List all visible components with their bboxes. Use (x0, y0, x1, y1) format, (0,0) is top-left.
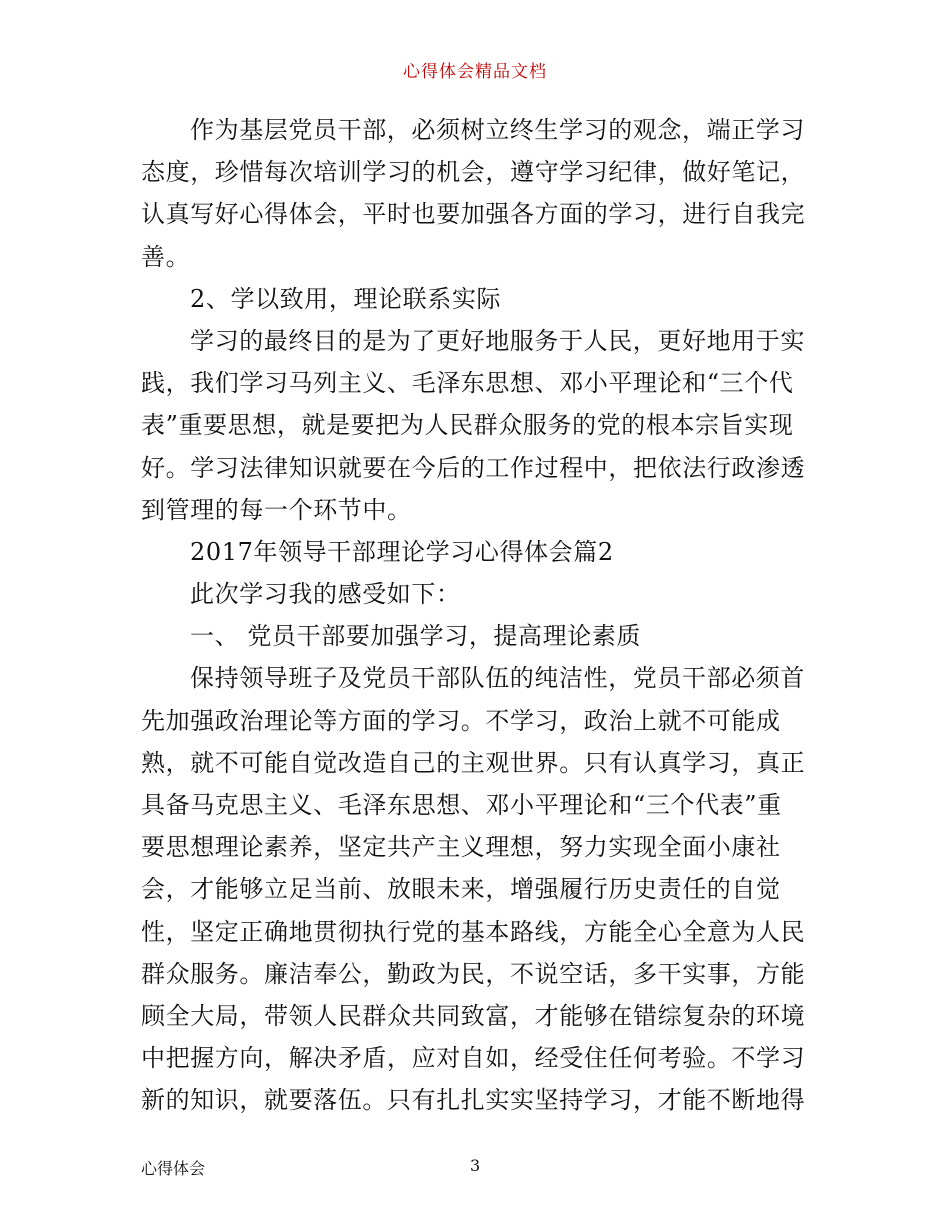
text-line: 表”重要思想，就是要把为人民群众服务的党的根本宗旨实现 (141, 411, 794, 440)
text-line: 具备马克思主义、毛泽东思想、邓小平理论和“三个代表”重 (141, 791, 782, 819)
text-line: 此次学习我的感受如下： (190, 580, 461, 609)
text-line: 新的知识，就要落伍。只有扎扎实实坚持学习，才能不断地得 (141, 1086, 806, 1115)
text-line: 2017年领导干部理论学习心得体会篇2 (190, 537, 614, 566)
text-line: 好。学习法律知识就要在今后的工作过程中，把依法行政渗透 (141, 453, 806, 482)
text-line: 认真写好心得体会，平时也要加强各方面的学习，进行自我完 (141, 200, 806, 229)
text-line: 顾全大局，带领人民群众共同致富，才能够在错综复杂的环境 (141, 1001, 806, 1030)
text-line: 态度，珍惜每次培训学习的机会，遵守学习纪律，做好笔记， (141, 158, 806, 187)
text-line: 群众服务。廉洁奉公，勤政为民，不说空话，多干实事，方能 (141, 959, 806, 988)
page-number: 3 (470, 1156, 481, 1175)
text-line: 到管理的每一个环节中。 (141, 495, 412, 524)
text-line: 先加强政治理论等方面的学习。不学习，政治上就不可能成 (141, 706, 781, 735)
text-line: 一、 党员干部要加强学习，提高理论素质 (190, 622, 642, 651)
text-line: 中把握方向，解决矛盾，应对自如，经受住任何考验。不学习 (141, 1044, 806, 1073)
text-line: 会，才能够立足当前、放眼未来，增强履行历史责任的自觉 (141, 875, 781, 904)
page-header-title: 心得体会精品文档 (403, 62, 547, 82)
text-line: 2、学以致用，理论联系实际 (190, 284, 502, 313)
text-line: 要思想理论素养，坚定共产主义理想，努力实现全面小康社 (141, 833, 781, 862)
document-body (141, 109, 817, 1122)
text-line: 践，我们学习马列主义、毛泽东思想、邓小平理论和“三个代 (141, 369, 794, 398)
text-line: 性，坚定正确地贯彻执行党的基本路线，方能全心全意为人民 (141, 917, 806, 946)
text-line: 保持领导班子及党员干部队伍的纯洁性，党员干部必须首 (190, 664, 805, 693)
text-line: 熟，就不可能自觉改造自己的主观世界。只有认真学习，真正 (141, 748, 806, 777)
footer-label: 心得体会 (141, 1159, 206, 1178)
text-line: 作为基层党员干部，必须树立终生学习的观念，端正学习 (190, 116, 805, 144)
text-line: 善。 (141, 242, 191, 271)
text-line: 学习的最终目的是为了更好地服务于人民，更好地用于实 (190, 326, 805, 355)
